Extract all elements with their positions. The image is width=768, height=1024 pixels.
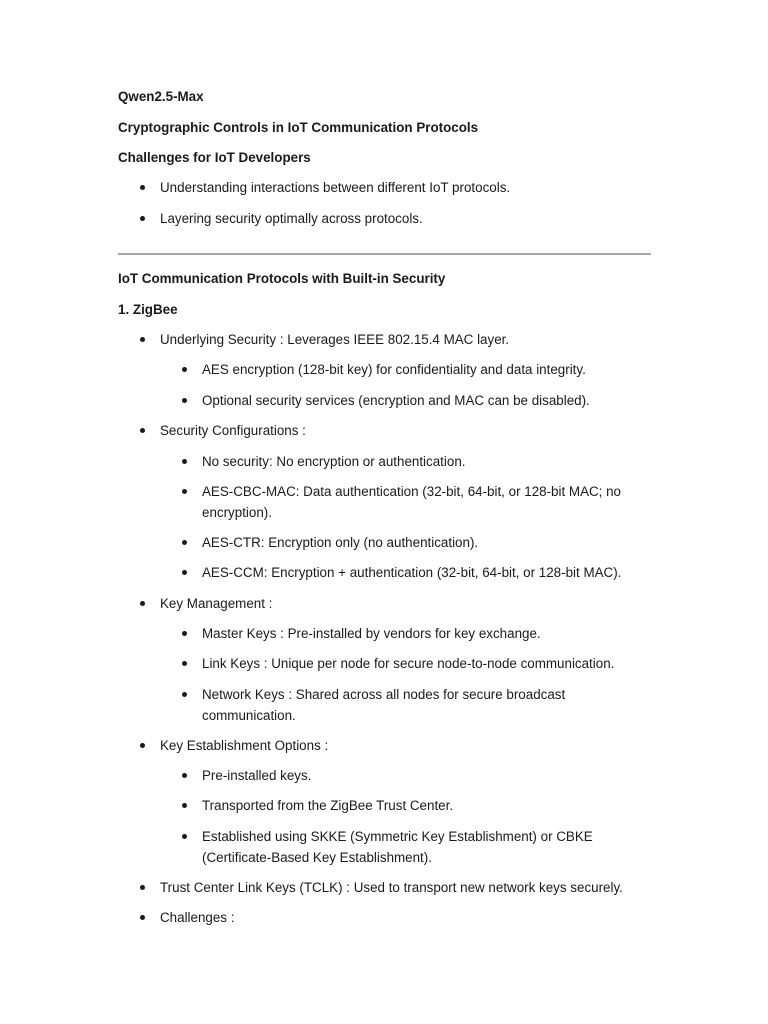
bullet-icon [140, 428, 145, 433]
model-name: Qwen2.5-Max [118, 89, 204, 104]
bullet-icon [182, 367, 187, 372]
list-item-text: Key Management : [160, 596, 273, 611]
bullet-icon [140, 601, 145, 606]
bullet-icon [182, 398, 187, 403]
list-item-text: No security: No encryption or authentication. [202, 454, 466, 469]
list-item-text: Established using SKKE (Symmetric Key Establishment) or CBKE (Certificate-Based Key Establishment). [202, 829, 593, 865]
horizontal-rule [118, 253, 651, 255]
zigbee-heading: 1. ZigBee [118, 302, 178, 317]
list-item-text: Master Keys : Pre-installed by vendors for key exchange. [202, 626, 541, 641]
list-item-text: Security Configurations : [160, 423, 306, 438]
bullet-icon [140, 185, 145, 190]
main-title: Cryptographic Controls in IoT Communication Protocols [118, 120, 479, 135]
bullet-icon [182, 834, 187, 839]
list-item-text: AES encryption (128-bit key) for confidentiality and data integrity. [202, 362, 586, 377]
challenges-heading: Challenges for IoT Developers [118, 150, 311, 165]
bullet-icon [182, 773, 187, 778]
bullet-icon [182, 661, 187, 666]
bullet-icon [182, 489, 187, 494]
list-item-text: Understanding interactions between different IoT protocols. [160, 180, 511, 195]
list-item-text: Key Establishment Options : [160, 738, 329, 753]
protocols-heading: IoT Communication Protocols with Built-in Security [118, 271, 446, 286]
bullet-icon [182, 540, 187, 545]
bullet-icon [140, 216, 145, 221]
bullet-icon [182, 803, 187, 808]
list-item-text: AES-CBC-MAC: Data authentication (32-bit, 64-bit, or 128-bit MAC; no encryption). [202, 484, 622, 520]
bullet-icon [140, 885, 145, 890]
list-item-text: Layering security optimally across protocols. [160, 211, 423, 226]
list-item-text: Link Keys : Unique per node for secure node-to-node communication. [202, 656, 615, 671]
list-item-text: Underlying Security : Leverages IEEE 802.15.4 MAC layer. [160, 332, 510, 347]
list-item-text: Network Keys : Shared across all nodes for secure broadcast communication. [202, 687, 566, 723]
bullet-icon [182, 570, 187, 575]
list-item-text: AES-CTR: Encryption only (no authentication). [202, 535, 479, 550]
bullet-icon [140, 915, 145, 920]
list-item-text: Pre-installed keys. [202, 768, 312, 783]
list-item-text: Transported from the ZigBee Trust Center. [202, 798, 454, 813]
list-item-text: AES-CCM: Encryption + authentication (32-bit, 64-bit, or 128-bit MAC). [202, 565, 622, 580]
bullet-icon [182, 459, 187, 464]
list-item-text: Challenges : [160, 910, 235, 925]
bullet-icon [140, 337, 145, 342]
list-item-text: Optional security services (encryption and MAC can be disabled). [202, 393, 590, 408]
bullet-icon [140, 743, 145, 748]
bullet-icon [182, 631, 187, 636]
bullet-icon [182, 692, 187, 697]
list-item-text: Trust Center Link Keys (TCLK) : Used to transport new network keys securely. [160, 880, 623, 895]
